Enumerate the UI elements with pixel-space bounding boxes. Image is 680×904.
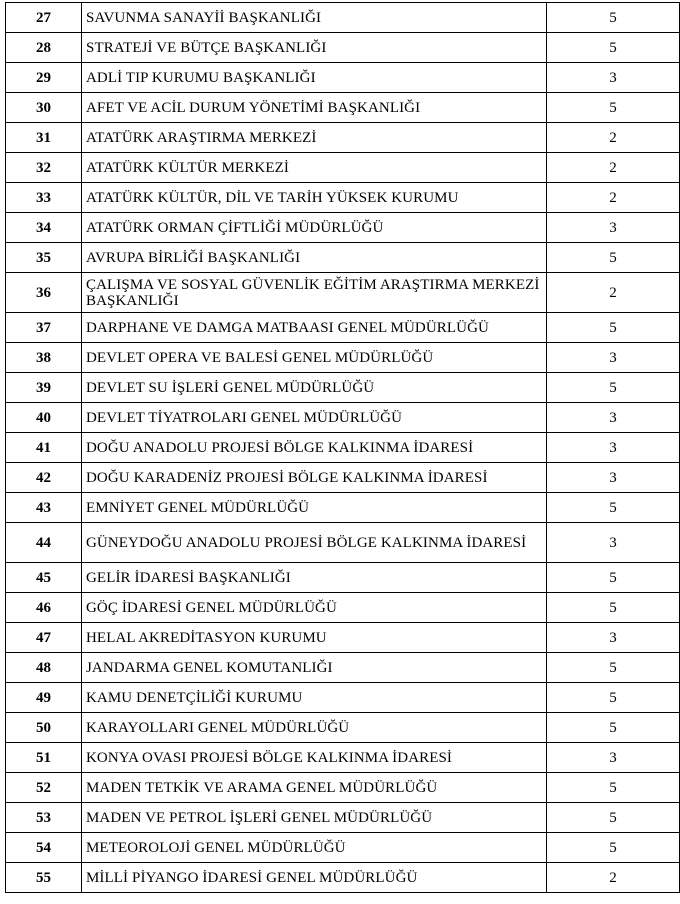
table-row [6, 373, 680, 403]
table-row [6, 863, 680, 893]
quota-value: 5 [547, 373, 680, 403]
quota-value: 5 [547, 653, 680, 683]
table-row [6, 343, 680, 373]
institution-name: ATATÜRK KÜLTÜR, DİL VE TARİH YÜKSEK KURUMU [82, 183, 547, 213]
quota-value: 3 [547, 213, 680, 243]
institution-name: EMNİYET GENEL MÜDÜRLÜĞÜ [82, 493, 547, 523]
row-number: 38 [6, 343, 82, 373]
quota-value: 5 [547, 773, 680, 803]
table-row [6, 243, 680, 273]
institution-name: KARAYOLLARI GENEL MÜDÜRLÜĞÜ [82, 713, 547, 743]
row-number: 40 [6, 403, 82, 433]
institution-name: AVRUPA BİRLİĞİ BAŞKANLIĞI [82, 243, 547, 273]
table-row [6, 743, 680, 773]
table-row [6, 833, 680, 863]
table-body [6, 3, 680, 893]
table-row [6, 713, 680, 743]
institution-name: STRATEJİ VE BÜTÇE BAŞKANLIĞI [82, 33, 547, 63]
row-number: 42 [6, 463, 82, 493]
quota-value: 5 [547, 243, 680, 273]
institution-name: KAMU DENETÇİLİĞİ KURUMU [82, 683, 547, 713]
institution-name: GÖÇ İDARESİ GENEL MÜDÜRLÜĞÜ [82, 593, 547, 623]
row-number: 39 [6, 373, 82, 403]
institution-name: GÜNEYDOĞU ANADOLU PROJESİ BÖLGE KALKINMA İDARESİ [82, 523, 547, 563]
table-row [6, 523, 680, 563]
institution-name: DEVLET TİYATROLARI GENEL MÜDÜRLÜĞÜ [82, 403, 547, 433]
quota-value: 5 [547, 803, 680, 833]
row-number: 33 [6, 183, 82, 213]
institution-name: SAVUNMA SANAYİİ BAŞKANLIĞI [82, 3, 547, 33]
table-row [6, 33, 680, 63]
row-number: 54 [6, 833, 82, 863]
row-number: 29 [6, 63, 82, 93]
institution-name: DEVLET OPERA VE BALESİ GENEL MÜDÜRLÜĞÜ [82, 343, 547, 373]
table-row [6, 93, 680, 123]
institution-name: JANDARMA GENEL KOMUTANLIĞI [82, 653, 547, 683]
row-number: 34 [6, 213, 82, 243]
quota-value: 2 [547, 863, 680, 893]
quota-value: 3 [547, 623, 680, 653]
institution-name: KONYA OVASI PROJESİ BÖLGE KALKINMA İDARESİ [82, 743, 547, 773]
row-number: 30 [6, 93, 82, 123]
quota-value: 5 [547, 493, 680, 523]
row-number: 48 [6, 653, 82, 683]
row-number: 49 [6, 683, 82, 713]
institution-name: MADEN VE PETROL İŞLERİ GENEL MÜDÜRLÜĞÜ [82, 803, 547, 833]
quota-value: 5 [547, 683, 680, 713]
institution-name: DARPHANE VE DAMGA MATBAASI GENEL MÜDÜRLÜĞÜ [82, 313, 547, 343]
quota-value: 3 [547, 523, 680, 563]
institution-name: ATATÜRK KÜLTÜR MERKEZİ [82, 153, 547, 183]
institution-name: ADLİ TIP KURUMU BAŞKANLIĞI [82, 63, 547, 93]
table-row [6, 3, 680, 33]
row-number: 36 [6, 273, 82, 313]
quota-value: 3 [547, 743, 680, 773]
row-number: 37 [6, 313, 82, 343]
table-row [6, 493, 680, 523]
quota-value: 5 [547, 93, 680, 123]
row-number: 44 [6, 523, 82, 563]
institution-name: ÇALIŞMA VE SOSYAL GÜVENLİK EĞİTİM ARAŞTIRMA MERKEZİ BAŞKANLIĞI [82, 273, 547, 313]
row-number: 28 [6, 33, 82, 63]
quota-value: 5 [547, 33, 680, 63]
table-row [6, 773, 680, 803]
table-row [6, 153, 680, 183]
quota-value: 5 [547, 563, 680, 593]
table-row [6, 273, 680, 313]
row-number: 45 [6, 563, 82, 593]
quota-value: 3 [547, 343, 680, 373]
row-number: 27 [6, 3, 82, 33]
institution-table [5, 2, 680, 893]
row-number: 50 [6, 713, 82, 743]
row-number: 35 [6, 243, 82, 273]
table-row [6, 433, 680, 463]
table-row [6, 313, 680, 343]
row-number: 53 [6, 803, 82, 833]
institution-name: DOĞU KARADENİZ PROJESİ BÖLGE KALKINMA İDARESİ [82, 463, 547, 493]
quota-value: 5 [547, 313, 680, 343]
row-number: 47 [6, 623, 82, 653]
table-row [6, 593, 680, 623]
table-row [6, 683, 680, 713]
table-row [6, 403, 680, 433]
table-row [6, 563, 680, 593]
table-row [6, 653, 680, 683]
institution-name: MADEN TETKİK VE ARAMA GENEL MÜDÜRLÜĞÜ [82, 773, 547, 803]
table-row [6, 123, 680, 153]
quota-value: 3 [547, 63, 680, 93]
table-row [6, 463, 680, 493]
institution-name: ATATÜRK ORMAN ÇİFTLİĞİ MÜDÜRLÜĞÜ [82, 213, 547, 243]
row-number: 46 [6, 593, 82, 623]
row-number: 55 [6, 863, 82, 893]
quota-value: 3 [547, 463, 680, 493]
row-number: 32 [6, 153, 82, 183]
table-row [6, 63, 680, 93]
institution-name: HELAL AKREDİTASYON KURUMU [82, 623, 547, 653]
row-number: 41 [6, 433, 82, 463]
quota-value: 3 [547, 433, 680, 463]
quota-value: 5 [547, 833, 680, 863]
institution-name: MİLLİ PİYANGO İDARESİ GENEL MÜDÜRLÜĞÜ [82, 863, 547, 893]
quota-value: 2 [547, 123, 680, 153]
row-number: 31 [6, 123, 82, 153]
institution-name: DOĞU ANADOLU PROJESİ BÖLGE KALKINMA İDARESİ [82, 433, 547, 463]
institution-name: ATATÜRK ARAŞTIRMA MERKEZİ [82, 123, 547, 153]
quota-value: 2 [547, 153, 680, 183]
row-number: 52 [6, 773, 82, 803]
institution-name: AFET VE ACİL DURUM YÖNETİMİ BAŞKANLIĞI [82, 93, 547, 123]
table-row [6, 213, 680, 243]
institution-name: DEVLET SU İŞLERİ GENEL MÜDÜRLÜĞÜ [82, 373, 547, 403]
row-number: 51 [6, 743, 82, 773]
institution-name: METEOROLOJİ GENEL MÜDÜRLÜĞÜ [82, 833, 547, 863]
quota-value: 3 [547, 403, 680, 433]
quota-value: 5 [547, 3, 680, 33]
table-row [6, 623, 680, 653]
quota-value: 5 [547, 713, 680, 743]
institution-name: GELİR İDARESİ BAŞKANLIĞI [82, 563, 547, 593]
table-row [6, 803, 680, 833]
row-number: 43 [6, 493, 82, 523]
quota-value: 2 [547, 183, 680, 213]
quota-value: 5 [547, 593, 680, 623]
quota-value: 2 [547, 273, 680, 313]
table-row [6, 183, 680, 213]
